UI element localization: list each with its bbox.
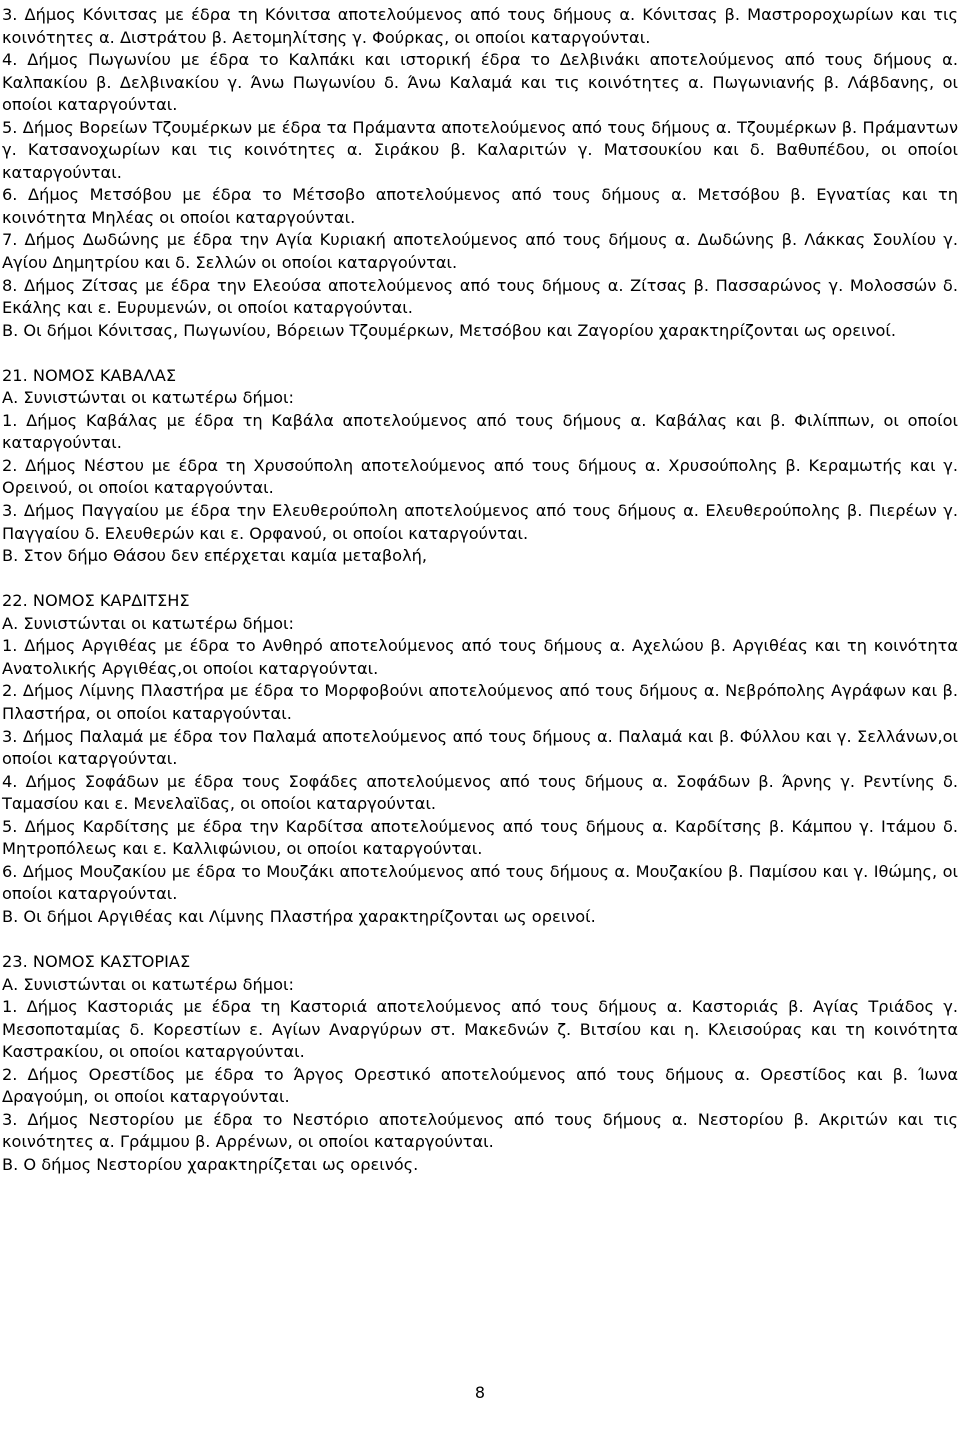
- paragraph: 8. Δήμος Ζίτσας με έδρα την Ελεούσα αποτελούμενος από τους δήμους α. Ζίτσας β. Πασσαρώνος γ. Μολοσσών δ. Εκάλης και ε. Ευρυμενών, οι οποίοι καταργούνται.: [2, 275, 958, 318]
- paragraph: 4. Δήμος Σοφάδων με έδρα τους Σοφάδες αποτελούμενος από τους δήμους α. Σοφάδων β. Άρνης γ. Ρεντίνης δ. Ταμασίου και ε. Μενελαϊδας, οι οποίοι καταργούνται.: [2, 771, 958, 814]
- blank-line: [2, 342, 958, 365]
- paragraph: 1. Δήμος Αργιθέας με έδρα το Ανθηρό αποτελούμενος από τους δήμους α. Αχελώου β. Αργιθέας και τη κοινότητα Ανατολικής Αργιθέας,οι οποίοι καταργούνται.: [2, 636, 958, 678]
- section-heading-kavala: 21. ΝΟΜΟΣ ΚΑΒΑΛΑΣ: [2, 365, 177, 385]
- section-heading-kastoria: 23. ΝΟΜΟΣ ΚΑΣΤΟΡΙΑΣ: [2, 951, 191, 971]
- section-heading-karditsa: 22. ΝΟΜΟΣ ΚΑΡΔΙΤΣΗΣ: [2, 591, 190, 611]
- paragraph: Β. Στον δήμο Θάσου δεν επέρχεται καμία μεταβολή,: [2, 546, 428, 566]
- paragraph: 1. Δήμος Καστοριάς με έδρα τη Καστοριά αποτελούμενος από τους δήμους α. Καστοριάς β. Αγίας Τριάδος γ. Μεσοποταμίας δ. Κορεστίων ε. Αγίων Αναργύρων στ. Μακεδνών ζ. Βιτσίου και η. Κλεισούρας και τη κοινότητα Καστρακίου, οι οποίοι καταργούνται.: [2, 997, 958, 1062]
- paragraph: Β. Ο δήμος Νεστορίου χαρακτηρίζεται ως ορεινός.: [2, 1154, 419, 1174]
- section-subheading: Α. Συνιστώνται οι κατωτέρω δήμοι:: [2, 613, 294, 633]
- paragraph: 3. Δήμος Παλαμά με έδρα τον Παλαμά αποτελούμενος από τους δήμους α. Παλαμά και β. Φύλλου και γ. Σελλάνων,οι οποίοι καταργούνται.: [2, 726, 958, 769]
- blank-line: [2, 568, 958, 591]
- paragraph: 2. Δήμος Νέστου με έδρα τη Χρυσούπολη αποτελούμενος από τους δήμους α. Χρυσούπολης β. Κεραμωτής και γ. Ορεινού, οι οποίοι καταργούνται.: [2, 455, 958, 498]
- paragraph: Β. Οι δήμοι Αργιθέας και Λίμνης Πλαστήρα χαρακτηρίζονται ως ορεινοί.: [2, 906, 596, 926]
- paragraph: 4. Δήμος Πωγωνίου με έδρα το Καλπάκι και ιστορική έδρα το Δελβινάκι αποτελούμενος από τους δήμους α. Καλπακίου β. Δελβινακίου γ. Άνω Πωγωνίου δ. Άνω Καλαμά και τις κοινότητες α. Πωγωνιανής β. Λάβδανης, οι οποίοι καταργούνται.: [2, 50, 958, 115]
- blank-line: [2, 928, 958, 951]
- paragraph: 6. Δήμος Μουζακίου με έδρα το Μουζάκι αποτελούμενος από τους δήμους α. Μουζακίου β. Παμίσου και γ. Ιθώμης, οι οποίοι καταργούνται.: [2, 861, 958, 904]
- paragraph: 6. Δήμος Μετσόβου με έδρα το Μέτσοβο αποτελούμενος από τους δήμους α. Μετσόβου β. Εγνατίας και τη κοινότητα Μηλέας οι οποίοι καταργούνται.: [2, 185, 958, 227]
- paragraph: 7. Δήμος Δωδώνης με έδρα την Αγία Κυριακή αποτελούμενος από τους δήμους α. Δωδώνης β. Λάκκας Σουλίου γ. Αγίου Δημητρίου και δ. Σελλών οι οποίοι καταργούνται.: [2, 230, 958, 273]
- paragraph: 2. Δήμος Λίμνης Πλαστήρα με έδρα το Μορφοβούνι αποτελούμενος από τους δήμους α. Νεβρόπολης Αγράφων και β. Πλαστήρα, οι οποίοι καταργούνται.: [2, 681, 958, 723]
- paragraph: 3. Δήμος Νεστορίου με έδρα το Νεστόριο αποτελούμενος από τους δήμους α. Νεστορίου β. Ακριτών και τις κοινότητες α. Γράμμου β. Αρρένων, οι οποίοι καταργούνται.: [2, 1109, 958, 1152]
- paragraph: Β. Οι δήμοι Κόνιτσας, Πωγωνίου, Βόρειων Τζουμέρκων, Μετσόβου και Ζαγορίου χαρακτηρίζονται ως ορεινοί.: [2, 320, 897, 340]
- section-subheading: Α. Συνιστώνται οι κατωτέρω δήμοι:: [2, 974, 294, 994]
- paragraph: 5. Δήμος Καρδίτσης με έδρα την Καρδίτσα αποτελούμενος από τους δήμους α. Καρδίτσης β. Κάμπου γ. Ιτάμου δ. Μητροπόλεως και ε. Καλλιφώνιου, οι οποίοι καταργούνται.: [2, 816, 958, 859]
- paragraph: 3. Δήμος Παγγαίου με έδρα την Ελευθερούπολη αποτελούμενος από τους δήμους α. Ελευθερούπολης β. Πιερέων γ. Παγγαίου δ. Ελευθερών και ε. Ορφανού, οι οποίοι καταργούνται.: [2, 501, 958, 543]
- paragraph: 5. Δήμος Βορείων Τζουμέρκων με έδρα τα Πράμαντα αποτελούμενος από τους δήμους α. Τζουμέρκων β. Πράμαντων γ. Κατσανοχωρίων και τις κοινότητες α. Σιράκου β. Καλαριτών γ. Ματσουκίου και δ. Βαθυπέδου, οι οποίοι καταργούνται.: [2, 117, 958, 182]
- paragraph: 1. Δήμος Καβάλας με έδρα τη Καβάλα αποτελούμενος από τους δήμους α. Καβάλας και β. Φιλίππων, οι οποίοι καταργούνται.: [2, 410, 958, 453]
- page-number: 8: [474, 1383, 486, 1402]
- section-subheading: Α. Συνιστώνται οι κατωτέρω δήμοι:: [2, 388, 294, 408]
- paragraph: 3. Δήμος Κόνιτσας με έδρα τη Κόνιτσα αποτελούμενος από τους δήμους α. Κόνιτσας β. Μαστροροχωρίων και τις κοινότητες α. Διστράτου β. Αετομηλίτσης γ. Φούρκας, οι οποίοι καταργούνται.: [2, 5, 958, 47]
- paragraph: 2. Δήμος Ορεστίδος με έδρα το Άργος Ορεστικό αποτελούμενος από τους δήμους α. Ορεστίδος και β. Ίωνα Δραγούμη, οι οποίοι καταργούνται.: [2, 1064, 958, 1107]
